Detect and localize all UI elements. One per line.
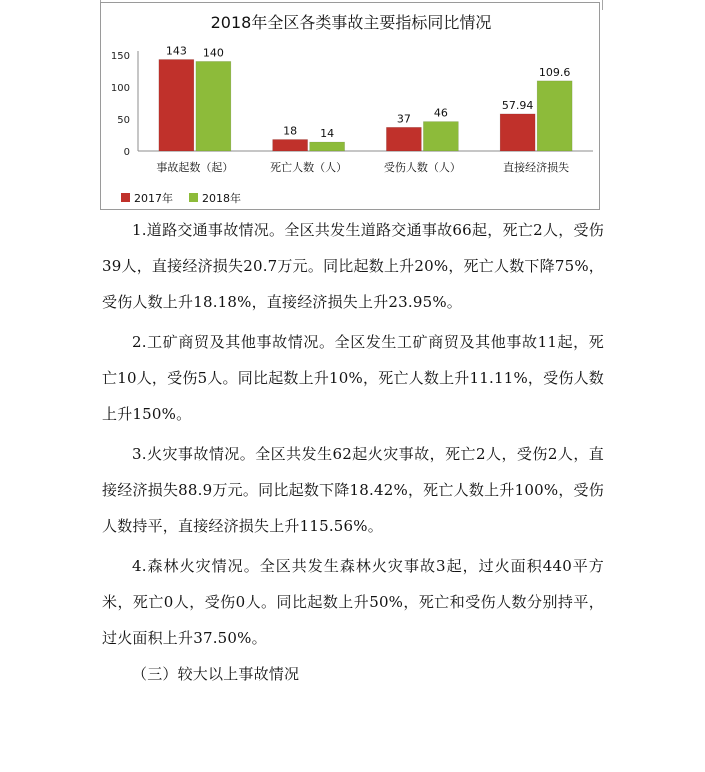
y-tick-label: 0 (123, 147, 130, 158)
data-label: 46 (433, 106, 448, 120)
chart-title: 2018年全区各类事故主要指标同比情况 (210, 13, 492, 32)
bar-2018 (537, 81, 572, 151)
bar-2018 (423, 122, 458, 151)
x-category-label: 事故起数（起） (156, 161, 234, 174)
legend-swatch-2017 (121, 193, 130, 202)
data-label: 140 (202, 46, 224, 60)
bar-2017 (500, 114, 535, 151)
x-category-label: 受伤人数（人） (383, 161, 461, 174)
paragraph-industrial-trade: 2.工矿商贸及其他事故情况。全区发生工矿商贸及其他事故11起，死亡10人，受伤5人。同比起数上升10%，死亡人数上升11.11%，受伤人数上升150%。 (102, 333, 604, 423)
chart-canvas (101, 3, 601, 211)
x-category-label: 死亡人数（人） (270, 161, 348, 174)
bar-2018 (196, 61, 231, 151)
x-category-label: 直接经济损失 (503, 161, 570, 174)
y-tick-label: 150 (110, 51, 130, 62)
bar-2017 (159, 59, 194, 151)
y-tick-label: 50 (117, 115, 130, 126)
paragraph-road-traffic: 1.道路交通事故情况。全区共发生道路交通事故66起，死亡2人，受伤39人，直接经济损失20.7万元。同比起数上升20%，死亡人数下降75%，受伤人数上升18.18%，直接经济损失上升23.95%。 (102, 221, 604, 311)
accident-indicators-chart (100, 2, 600, 210)
legend-label-2017: 2017年 (134, 192, 173, 205)
data-label: 143 (165, 44, 187, 58)
paragraph-forest-fire: 4.森林火灾情况。全区共发生森林火灾事故3起，过火面积440平方米，死亡0人，受伤0人。同比起数上升50%，死亡和受伤人数分别持平，过火面积上升37.50%。 (102, 557, 604, 647)
y-tick-label: 100 (110, 83, 130, 94)
data-label: 109.6 (538, 65, 571, 79)
data-label: 14 (320, 127, 335, 141)
data-label: 57.94 (501, 98, 534, 112)
document-body (102, 212, 604, 692)
legend-label-2018: 2018年 (202, 192, 241, 205)
data-label: 37 (396, 112, 411, 126)
legend-swatch-2018 (189, 193, 198, 202)
bar-2017 (386, 127, 421, 151)
paragraph-fire: 3.火灾事故情况。全区共发生62起火灾事故，死亡2人，受伤2人，直接经济损失88.9万元。同比起数下降18.42%，死亡人数上升100%，受伤人数持平，直接经济损失上升115.56%。 (102, 445, 604, 535)
data-label: 18 (283, 124, 298, 138)
section-heading: （三）较大以上事故情况 (132, 665, 300, 683)
bar-2018 (310, 142, 345, 151)
page-margin-mark-right (602, 0, 613, 10)
bar-2017 (273, 139, 308, 151)
